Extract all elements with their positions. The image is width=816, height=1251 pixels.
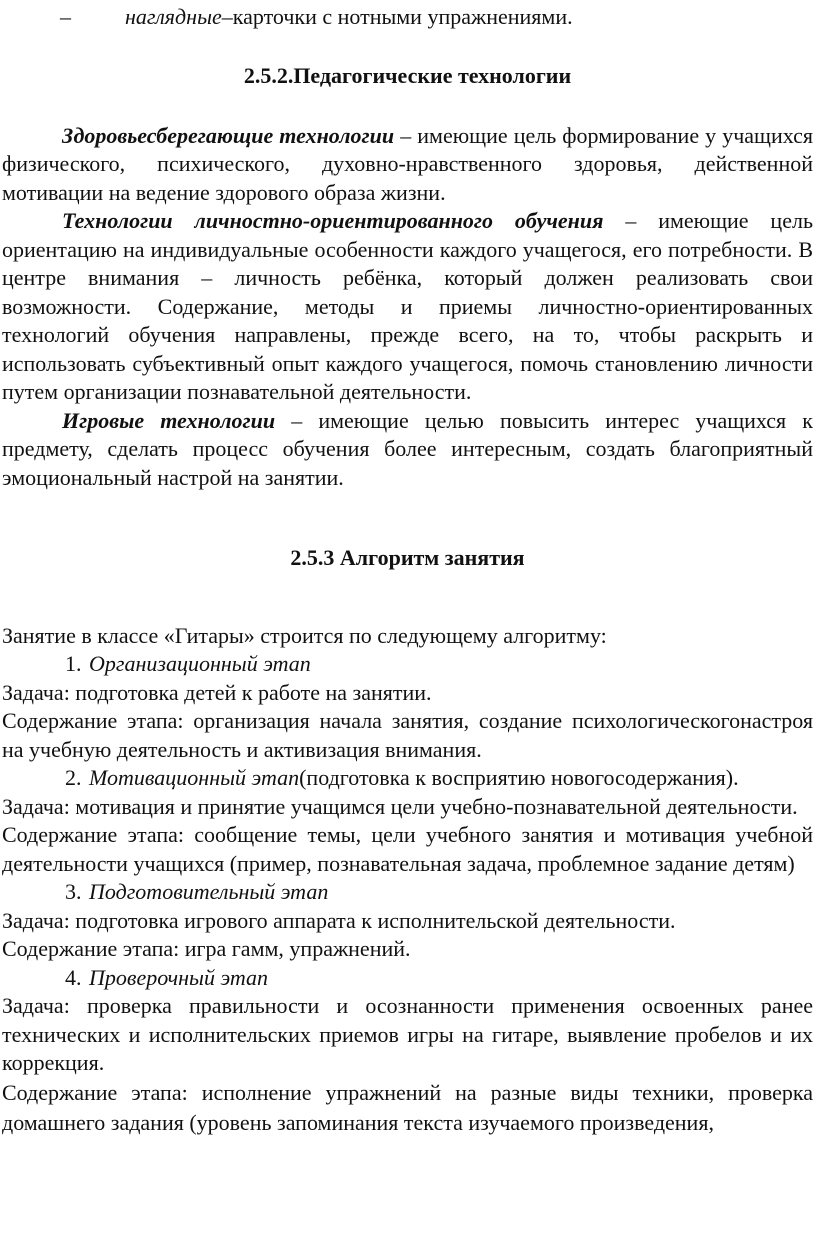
step-number: 4. xyxy=(65,964,82,990)
step-title: Проверочный этап xyxy=(89,964,269,990)
section-heading-2-5-2: 2.5.2.Педагогические технологии xyxy=(243,63,572,88)
step-item xyxy=(2,764,813,793)
step-item xyxy=(2,650,813,679)
text-personality-oriented: – имеющие цель ориентацию на индивидуальные особенности каждого учащегося, его потребности. В центре внимания – личность ребёнка, который должен реализовать свои возможности. Содержание, методы и приемы личностно-ориентированных технологий обучения направлены, прежде всего, на то, чтобы раскрыть и использовать субъективный опыт каждого учащегося, помочь становлению личности путем организации познавательной деятельности. xyxy=(2,208,813,404)
step-item xyxy=(2,964,813,993)
step-item xyxy=(2,878,813,907)
step-number: 2. xyxy=(65,765,82,790)
document-page xyxy=(0,3,816,1251)
step-content: Содержание этапа: организация начала занятия, создание психологическогонастроя на учебную деятельность и активизация внимания. xyxy=(2,708,813,762)
step-title: Подготовительный этап xyxy=(89,879,329,904)
step-task: Задача: мотивация и принятие учащимся цели учебно-познавательной деятельности. xyxy=(2,793,798,819)
step-content: Содержание этапа: исполнение упражнений на разные виды техники, проверка домашнего задания (уровень запоминания текста изучаемого произведения, xyxy=(2,1079,813,1135)
step-title-note: (подготовка к восприятию новогосодержания). xyxy=(299,765,739,790)
step-title: Мотивационный этап xyxy=(89,765,300,790)
step-content: Содержание этапа: сообщение темы, цели учебного занятия и мотивация учебной деятельности учащихся (пример, познавательная задача, проблемное задание детям) xyxy=(2,822,813,876)
term-health-saving: Здоровьесберегающие технологии xyxy=(62,122,395,148)
algorithm-intro: Занятие в классе «Гитары» строится по следующему алгоритму: xyxy=(2,622,607,648)
step-number: 3. xyxy=(65,879,82,904)
step-content: Содержание этапа: игра гамм, упражнений. xyxy=(2,936,411,961)
text-health-saving: – имеющие цель формирование у учащихся физического, психического, духовно-нравственного здоровья, действенной мотивации на ведение здорового образа жизни. xyxy=(2,122,813,205)
step-task: Задача: подготовка детей к работе на занятии. xyxy=(2,679,432,705)
term-game-technologies: Игровые технологии xyxy=(62,407,276,433)
list-item-visual-aids xyxy=(2,3,813,33)
paragraph-game-technologies xyxy=(2,407,813,493)
item-text: –карточки с нотными упражнениями. xyxy=(221,4,573,29)
paragraph-personality-oriented xyxy=(2,207,813,407)
term-personality-oriented: Технологии личностно-ориентированного обучения xyxy=(62,208,604,233)
step-task: Задача: подготовка игрового аппарата к исполнительской деятельности. xyxy=(2,907,676,933)
section-heading-2-5-3: 2.5.3 Алгоритм занятия xyxy=(290,545,525,570)
text-game-technologies: – имеющие целью повысить интерес учащихся к предмету, сделать процесс обучения более интересным, создать благоприятный эмоциональный настрой на занятии. xyxy=(2,407,813,490)
item-term: наглядные xyxy=(125,4,222,29)
paragraph-health-saving xyxy=(2,122,813,208)
step-title: Организационный этап xyxy=(89,651,311,676)
dash-marker: – xyxy=(60,4,71,29)
step-number: 1. xyxy=(65,651,82,676)
step-task: Задача: проверка правильности и осознанности применения освоенных ранее технических и исполнительских приемов игры на гитаре, выявление пробелов и их коррекция. xyxy=(2,993,813,1075)
